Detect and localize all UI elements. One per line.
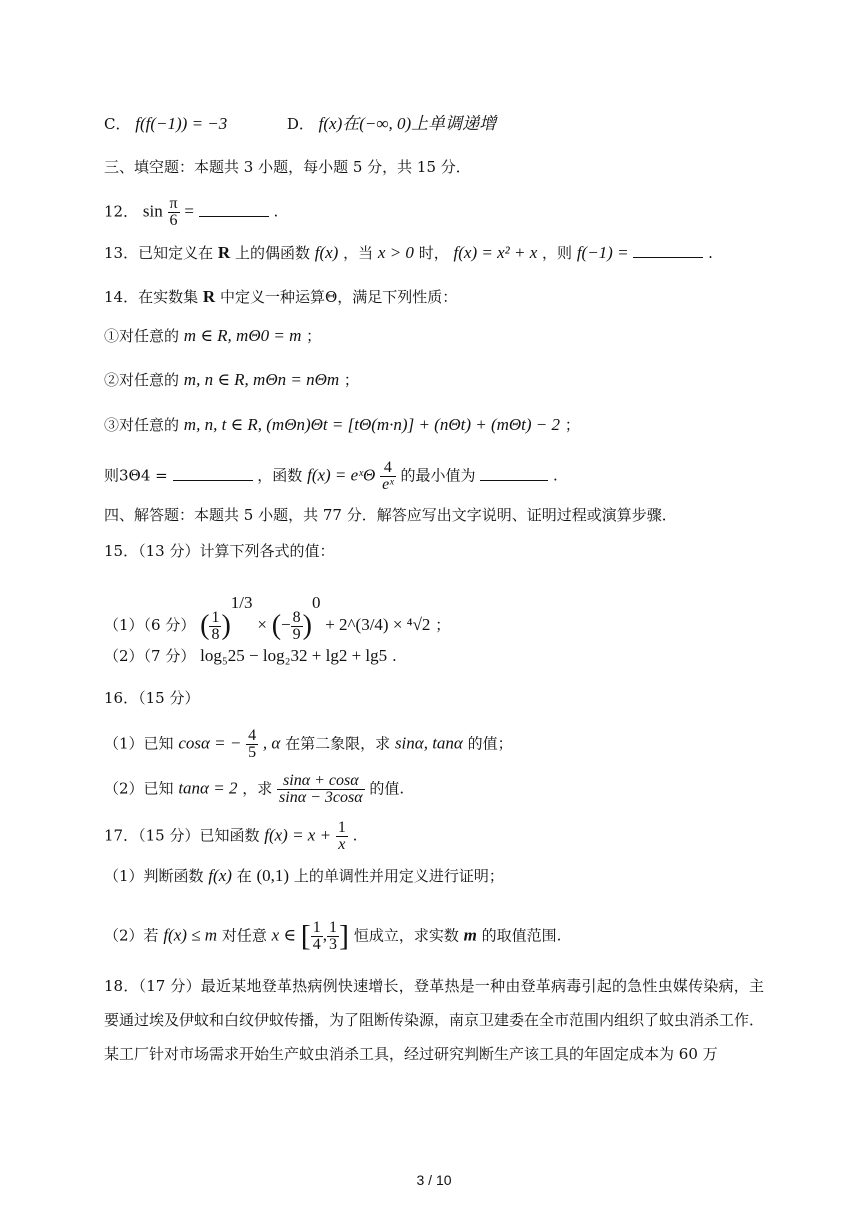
q15-part2 bbox=[104, 646, 397, 666]
section3-heading: 三、填空题：本题共 3 小题，每小题 5 分，共 15 分． bbox=[104, 158, 471, 176]
q15-f1-num: 1 bbox=[211, 608, 220, 626]
q14-intro1: 14．在实数集 bbox=[104, 288, 199, 306]
q16-p2-label: （2）已知 bbox=[104, 779, 174, 798]
q15-minus: − bbox=[281, 615, 291, 634]
q12-answer-blank[interactable] bbox=[199, 202, 269, 217]
q14-p1-end: ； bbox=[306, 327, 322, 345]
q15-paren-close-1: ) bbox=[221, 610, 231, 641]
q17-p1-label: （1）判断函数 bbox=[104, 867, 204, 885]
q17-end: . bbox=[352, 826, 358, 845]
q15-rest: + 2^(3/4) × ⁴√2 bbox=[325, 615, 431, 634]
q14-p3-end: ； bbox=[564, 416, 580, 434]
q14-R: R bbox=[202, 287, 216, 306]
q12 bbox=[104, 196, 278, 229]
q16-p1-expr-b: , α bbox=[262, 733, 281, 753]
q14-frac-den: eˣ bbox=[382, 476, 394, 493]
q15-paren-close-2: ) bbox=[302, 610, 312, 641]
q17-p1-interval: (0,1) bbox=[256, 866, 290, 885]
q14-intro2: 中定义一种运算Θ，满足下列性质： bbox=[219, 288, 458, 306]
q16-p2-frac-den: sinα − 3cosα bbox=[279, 789, 363, 806]
q14-property-2 bbox=[104, 370, 359, 390]
choice-c-expr: f(f(−1)) = −3 bbox=[135, 114, 228, 133]
q14-p1-label: ①对任意的 bbox=[104, 327, 180, 345]
q13 bbox=[104, 243, 713, 263]
q14-fraction bbox=[380, 460, 396, 493]
q13-fx: f(x) bbox=[314, 243, 339, 262]
q16-p1-text: 在第二象限，求 bbox=[285, 734, 391, 753]
q15-p2-label: （2）（7 分） bbox=[104, 647, 196, 665]
q12-sin: sin bbox=[142, 201, 163, 221]
q17-p2-x: x ∈ bbox=[271, 925, 296, 945]
q13-text2: 上的偶函数 bbox=[234, 244, 310, 262]
q12-num: 12． bbox=[104, 202, 139, 221]
q15-paren-open-2: ( bbox=[271, 610, 282, 641]
q17-a-den: 4 bbox=[312, 936, 321, 953]
q14-frac-num: 4 bbox=[380, 460, 396, 477]
q16-p2-end: 的值. bbox=[369, 779, 405, 798]
q17-part1 bbox=[104, 866, 504, 886]
section4-heading: 四、解答题：本题共 5 小题，共 77 分．解答应写出文字说明、证明过程或演算步骤． bbox=[104, 506, 677, 524]
q14-ask2: ，函数 bbox=[257, 466, 303, 485]
q16-p1-ask: sinα, tanα bbox=[394, 733, 463, 753]
q17-p2-text1: 对任意 bbox=[221, 926, 267, 945]
q12-eq: = bbox=[184, 201, 194, 221]
q17-frac-b bbox=[327, 920, 339, 953]
q17-frac-num: 1 bbox=[337, 819, 346, 836]
q15-f2-den: 9 bbox=[292, 625, 301, 643]
q15-p1-end: ； bbox=[435, 616, 451, 634]
q17-p2-text3: 的取值范围. bbox=[481, 926, 562, 945]
q15-fraction-2 bbox=[291, 610, 303, 643]
q15-title: 15．（13 分）计算下列各式的值： bbox=[104, 542, 335, 560]
q12-end: . bbox=[273, 202, 279, 221]
q17-p2-m: m bbox=[463, 925, 477, 945]
q13-ask: f(−1) = bbox=[576, 243, 629, 262]
q17-frac-a bbox=[311, 920, 323, 953]
q12-frac-num: π bbox=[169, 195, 178, 212]
q14-property-3 bbox=[104, 415, 580, 435]
q16-part2 bbox=[104, 773, 404, 806]
q12-fraction bbox=[168, 196, 180, 229]
q15-p2-expr: log₅25 − log₂32 + lg2 + lg5 bbox=[200, 646, 388, 665]
q16-p1-label: （1）已知 bbox=[104, 734, 174, 753]
q16-p1-end: 的值； bbox=[467, 734, 513, 753]
q17-p1-text1: 在 bbox=[236, 867, 252, 885]
q13-R: R bbox=[217, 243, 231, 262]
q14-intro bbox=[104, 287, 457, 307]
q15-f1-den: 8 bbox=[211, 625, 220, 643]
q17-p2-expr: f(x) ≤ m bbox=[163, 925, 218, 945]
q17-p1-text2: 上的单调性并用定义进行证明； bbox=[293, 867, 504, 885]
q14-end: . bbox=[553, 466, 558, 485]
q15-f2-num: 8 bbox=[292, 608, 301, 626]
choices-row bbox=[104, 114, 496, 134]
q14-p3-expr: m, n, t ∈ R, (mΘn)Θt = [tΘ(m·n)] + (nΘt) + (mΘt) − 2 bbox=[183, 415, 561, 434]
q16-p2-text: ，求 bbox=[242, 779, 273, 798]
q16-p1-expr-a: cosα = − bbox=[178, 733, 242, 753]
choice-d-expr: f(x)在(−∞, 0)上单调递增 bbox=[318, 114, 497, 133]
q17-fraction bbox=[336, 820, 348, 853]
page-number: 3 / 10 bbox=[416, 1172, 452, 1188]
q16-p1-fraction bbox=[246, 728, 258, 761]
q14-ask1: 则3Θ4 = bbox=[104, 466, 168, 485]
q13-end: . bbox=[708, 244, 713, 262]
q16-p1-frac-den: 5 bbox=[248, 744, 257, 761]
q13-text5: ，则 bbox=[542, 244, 573, 262]
q13-answer-blank[interactable] bbox=[633, 243, 703, 258]
q13-text1: 13．已知定义在 bbox=[104, 244, 214, 262]
q14-p2-expr: m, n ∈ R, mΘn = nΘm bbox=[183, 370, 340, 389]
q13-cond: x > 0 bbox=[377, 243, 414, 262]
q15-p2-end: . bbox=[391, 647, 397, 665]
q17-def: f(x) = x + bbox=[264, 825, 332, 845]
q17-p2-label: （2）若 bbox=[104, 926, 159, 945]
q17-a-num: 1 bbox=[312, 919, 321, 936]
q14-ask bbox=[104, 460, 558, 493]
q17-b-num: 1 bbox=[329, 919, 338, 936]
q16-part1 bbox=[104, 728, 513, 761]
q14-p2-end: ； bbox=[343, 371, 359, 389]
q14-ask3: 的最小值为 bbox=[400, 466, 476, 485]
choice-d-label: D． bbox=[286, 115, 314, 133]
q14-p1-expr: m ∈ R, mΘ0 = m bbox=[183, 326, 302, 345]
q18-paragraph: 18．（17 分）最近某地登革热病例快速增长，登革热是一种由登革病毒引起的急性虫媒传染病，主要通过埃及伊蚊和白纹伊蚊传播，为了阻断传染源，南京卫建委在全市范围内组织了蚊虫消杀工作．某工厂针对市场需求开始生产蚊虫消杀工具，经过研究判断生产该工具的年固定成本为 60 万 bbox=[104, 977, 765, 1063]
q14-answer-blank-1[interactable] bbox=[173, 466, 253, 481]
q13-def: f(x) = x² + x bbox=[453, 243, 538, 262]
q12-frac-den: 6 bbox=[169, 212, 178, 229]
q16-p1-frac-num: 4 bbox=[248, 727, 257, 744]
choice-c-label: C． bbox=[104, 115, 131, 133]
q15-fraction-1 bbox=[209, 610, 221, 643]
q17-frac-den: x bbox=[338, 836, 346, 853]
q13-text4: 时， bbox=[418, 244, 449, 262]
q15-part1 bbox=[104, 593, 450, 643]
q17-p2-text2: 恒成立，求实数 bbox=[353, 926, 459, 945]
q16-p2-expr: tanα = 2 bbox=[178, 778, 238, 798]
q17-p1-fx: f(x) bbox=[208, 866, 232, 885]
q15-exp2: 0 bbox=[311, 593, 321, 612]
q15-times: × bbox=[257, 615, 267, 634]
q16-p2-frac-num: sinα + cosα bbox=[277, 773, 365, 790]
q17-title-row bbox=[104, 820, 357, 853]
q17-bracket-open: [ bbox=[300, 919, 311, 953]
q14-answer-blank-2[interactable] bbox=[480, 466, 548, 481]
q15-paren-open-1: ( bbox=[200, 610, 210, 641]
q13-text3: ，当 bbox=[343, 244, 374, 262]
q16-title: 16．（15 分） bbox=[104, 689, 200, 707]
q15-p1-label: （1）（6 分） bbox=[104, 616, 196, 634]
q14-p2-label: ②对任意的 bbox=[104, 371, 180, 389]
q17-bracket-close: ] bbox=[339, 919, 350, 953]
q17-part2 bbox=[104, 920, 561, 953]
q17-title: 17．（15 分）已知函数 bbox=[104, 826, 260, 845]
q17-comma: , bbox=[322, 925, 328, 945]
q14-func: f(x) = eˣΘ bbox=[307, 465, 376, 485]
q17-b-den: 3 bbox=[329, 936, 338, 953]
q15-exp1: 1/3 bbox=[230, 593, 253, 612]
q14-property-1 bbox=[104, 326, 321, 346]
q14-p3-label: ③对任意的 bbox=[104, 416, 180, 434]
q16-p2-fraction bbox=[277, 773, 365, 806]
